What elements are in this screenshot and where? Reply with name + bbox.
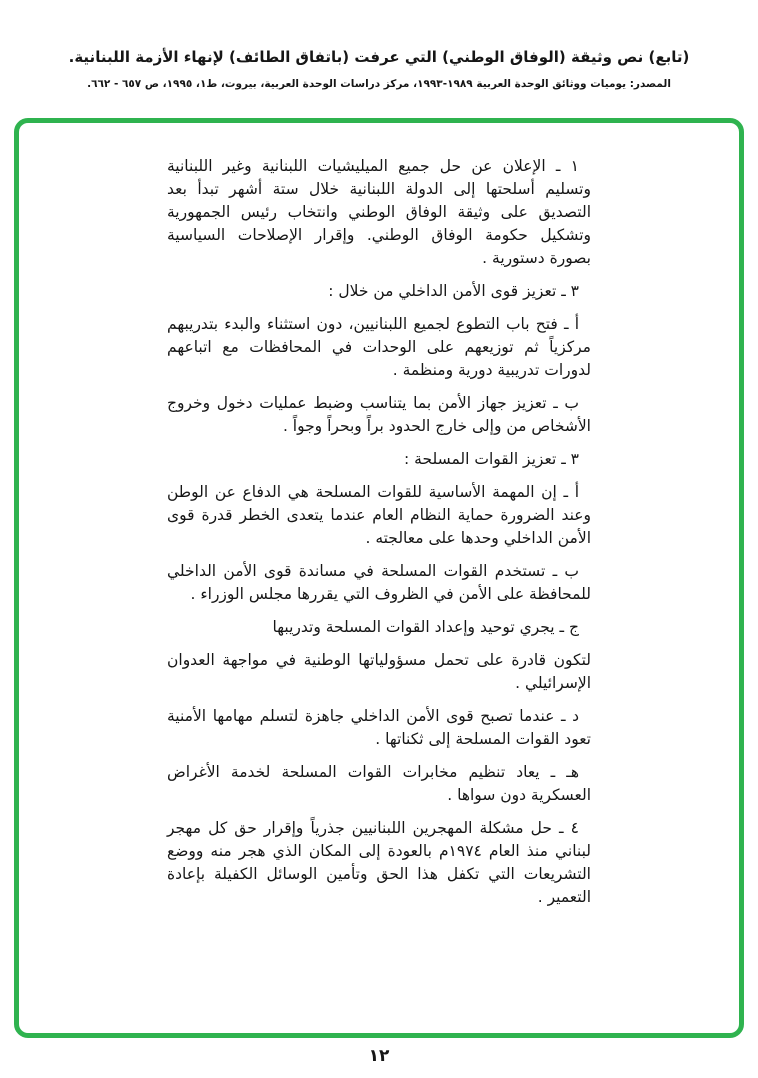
paragraph-armed-forces-item-d: د ـ عندما تصبح قوى الأمن الداخلي جاهزة لتسلم مهامها الأمنية تعود القوات المسلحة إلى ثكناتها . (167, 707, 591, 748)
paragraph-security-item-a: أ ـ فتح باب التطوع لجميع اللبنانيين، دون استثناء والبدء بتدريبهم مركزياً ثم توزيعهم على الوحدات في المحافظات مع اتباعهم لدورات تدريبية دورية ومنظمة . (167, 315, 591, 379)
paragraph-clause-security-heading: ٣ ـ تعزيز قوى الأمن الداخلي من خلال : (328, 282, 579, 300)
paragraph-armed-forces-item-c-continuation: لتكون قادرة على تحمل مسؤولياتها الوطنية في مواجهة العدوان الإسرائيلي . (167, 651, 591, 692)
paragraph-armed-forces-item-b: ب ـ تستخدم القوات المسلحة في مساندة قوى الأمن الداخلي للمحافظة على الأمن في الظروف التي يقررها مجلس الوزراء . (167, 562, 591, 603)
page-number: ١٢ (368, 1046, 390, 1066)
paragraph-clause-1: ١ ـ الإعلان عن حل جميع الميليشيات اللبنانية وغير اللبنانية وتسليم أسلحتها إلى الدولة اللبنانية خلال ستة أشهر تبدأ بعد التصديق على وثيقة الوفاق الوطني وانتخاب رئيس الجمهورية وتشكيل حكومة الوفاق الوطني. وإقرار الإصلاحات السياسية بصورة دستورية . (167, 157, 591, 267)
green-border-frame (14, 118, 744, 1038)
paragraph-armed-forces-item-e: هـ ـ يعاد تنظيم مخابرات القوات المسلحة لخدمة الأغراض العسكرية دون سواها . (167, 763, 591, 804)
paragraph-clause-4-displaced: ٤ ـ حل مشكلة المهجرين اللبنانيين جذرياً وإقرار حق كل مهجر لبناني منذ العام ١٩٧٤م بالعودة إلى المكان الذي هجر منه ووضع التشريعات التي تكفل هذا الحق وتأمين الوسائل الكفيلة بإعادة التعمير . (167, 819, 591, 906)
document-title: (تابع) نص وثيقة (الوفاق الوطني) التي عرفت (باتفاق الطائف) لإنهاء الأزمة اللبنانية. (68, 48, 690, 66)
document-body (167, 155, 591, 909)
paragraph-armed-forces-heading: ٣ ـ تعزيز القوات المسلحة : (404, 450, 579, 468)
document-header (24, 46, 734, 90)
paragraph-security-item-b: ب ـ تعزيز جهاز الأمن بما يتناسب وضبط عمليات دخول وخروج الأشخاص من وإلى خارج الحدود براً وبحراً وجواً . (167, 394, 591, 435)
paragraph-armed-forces-item-c: ج ـ يجري توحيد وإعداد القوات المسلحة وتدريبها (272, 618, 579, 636)
source-citation: المصدر: يوميات ووثائق الوحدة العربية ١٩٨٩-١٩٩٣، مركز دراسات الوحدة العربية، بيروت، ط١، ١٩٩٥، ص ٦٥٧ - ٦٦٢. (87, 78, 671, 90)
paragraph-armed-forces-item-a: أ ـ إن المهمة الأساسية للقوات المسلحة هي الدفاع عن الوطن وعند الضرورة حماية النظام العام عندما يتعدى الخطر قدرة قوى الأمن الداخلي وحدها على معالجته . (167, 483, 591, 547)
